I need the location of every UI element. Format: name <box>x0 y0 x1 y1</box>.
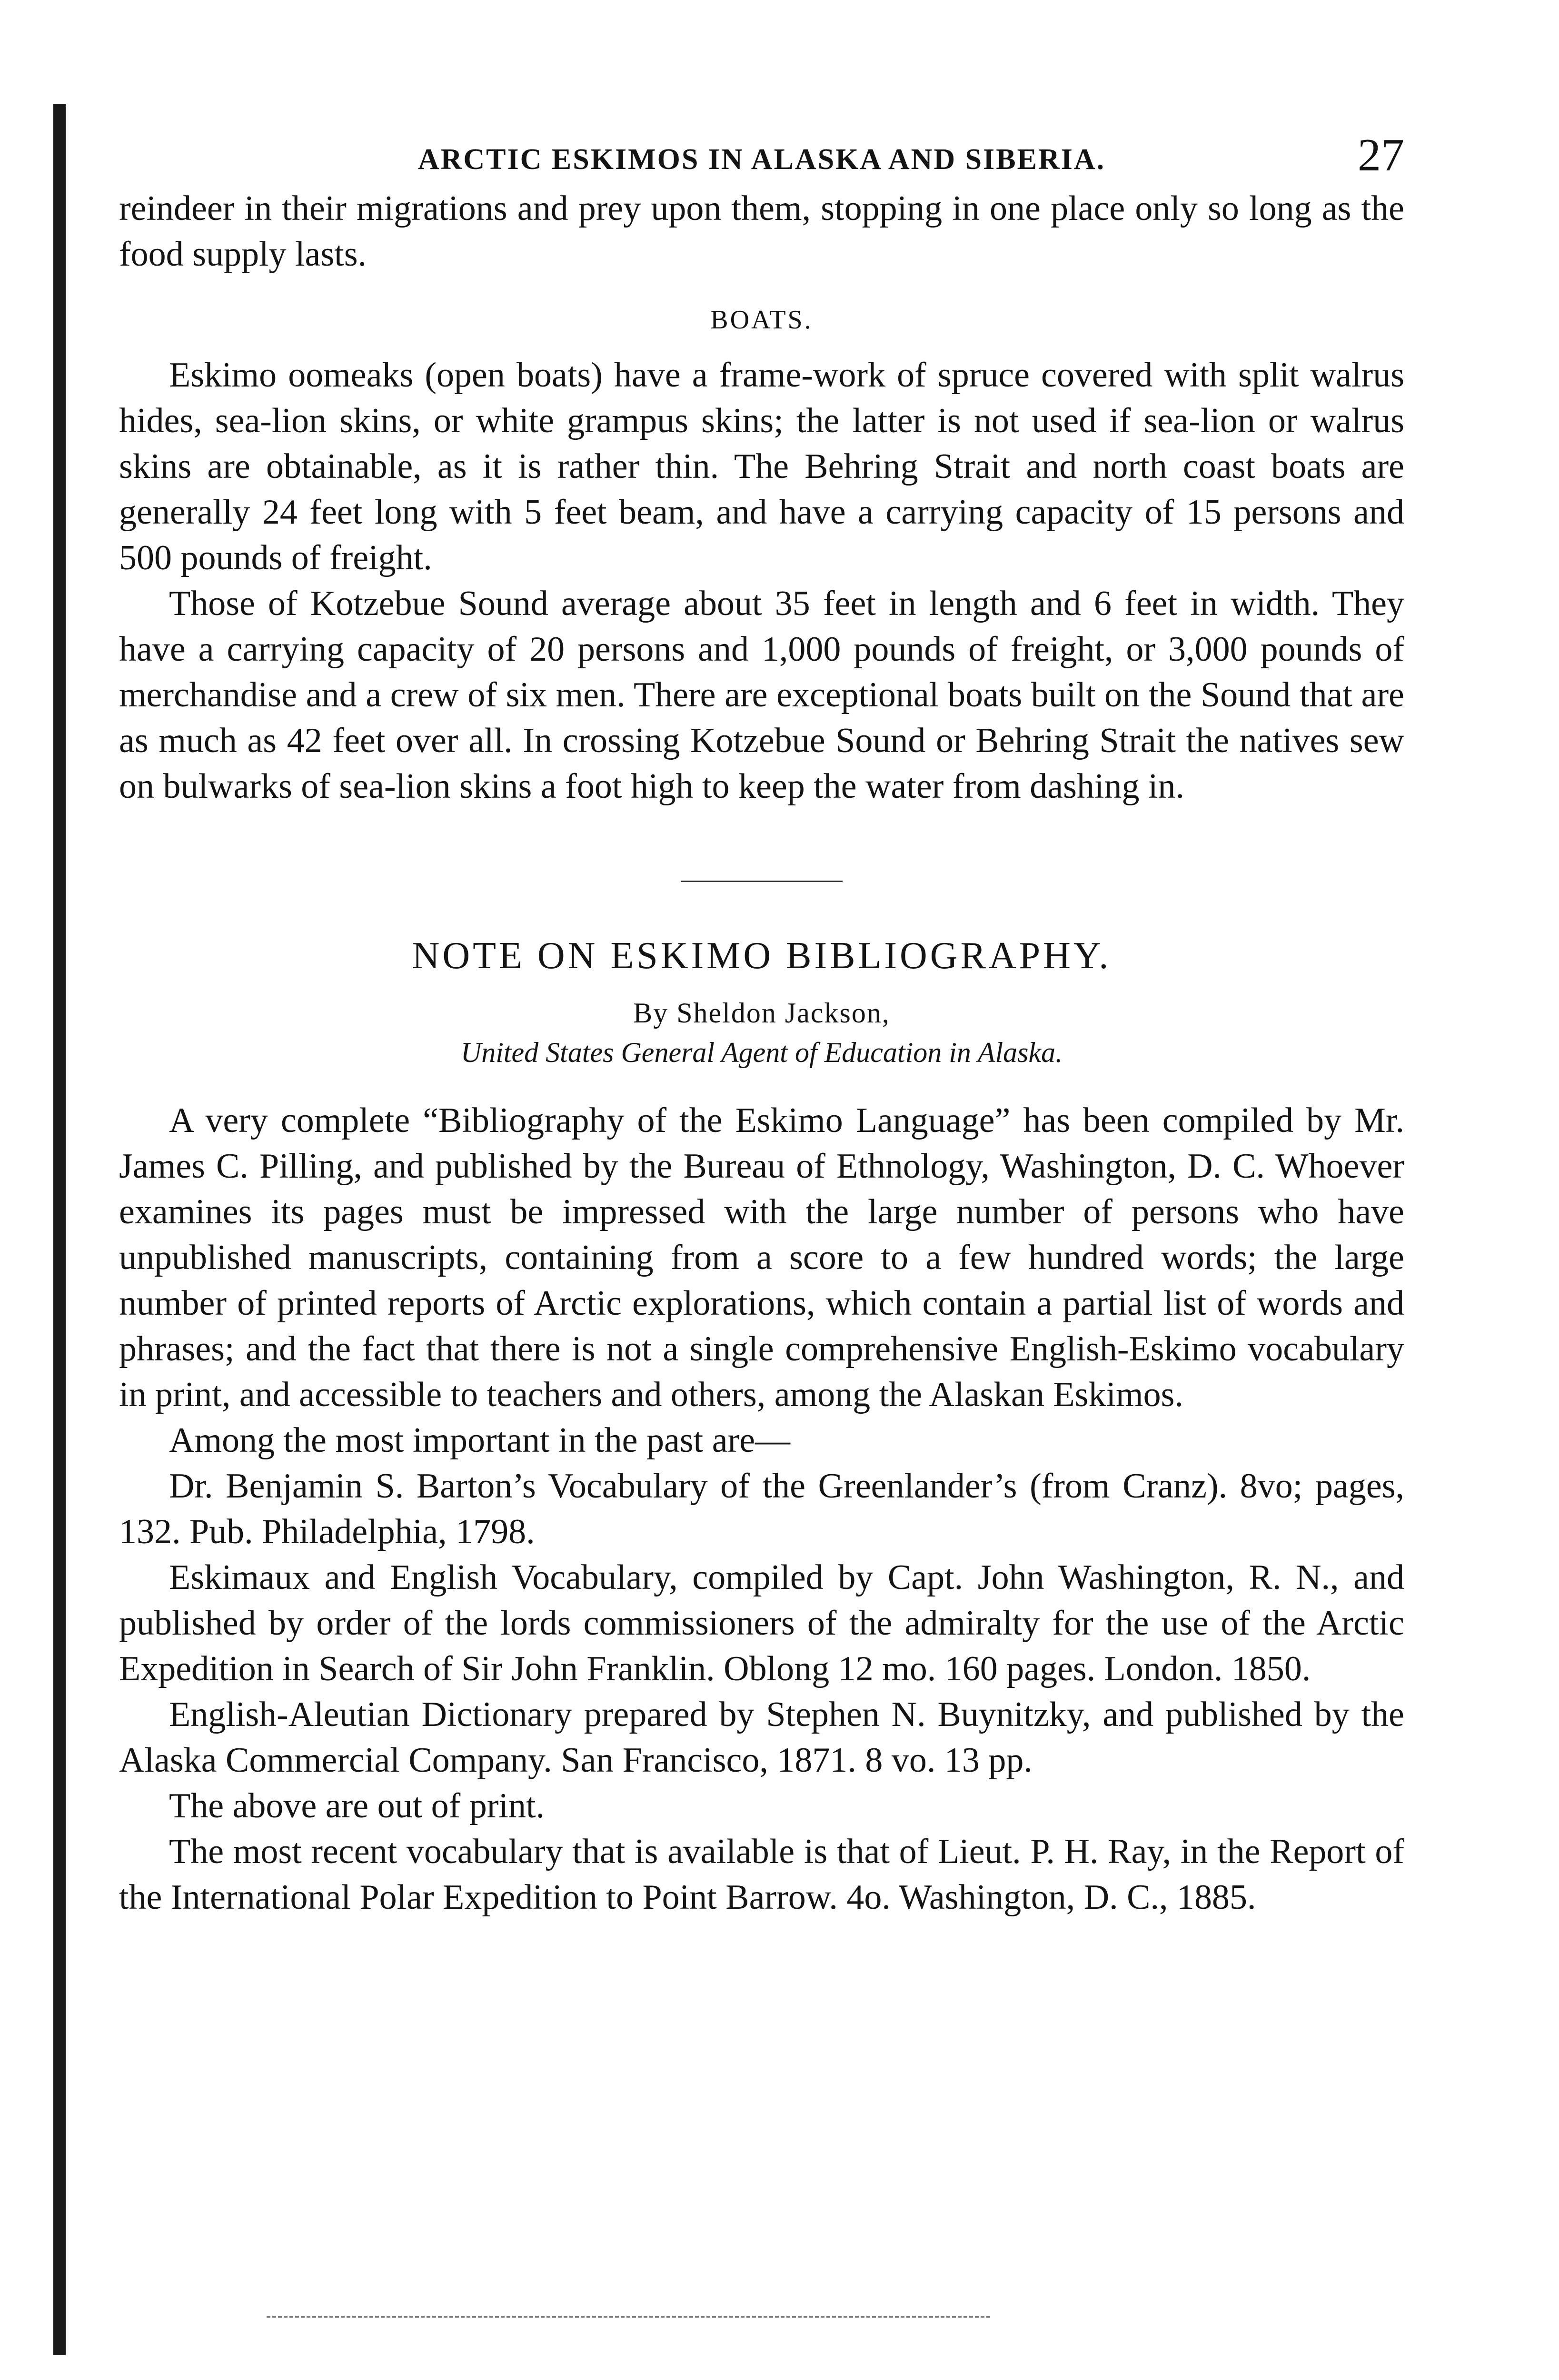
article-byline: By Sheldon Jackson, <box>633 997 890 1029</box>
article-title: NOTE ON ESKIMO BIBLIOGRAPHY. <box>412 935 1112 977</box>
bottom-rule <box>267 2316 990 2318</box>
section-heading-boats: BOATS. <box>710 305 813 335</box>
bibliography-paragraph-1: A very complete “Bibliography of the Eskimo Language” has been compiled by Mr. James C. Pilling, and published by the Bureau of Ethnology, Washington, D. C. Whoever examines its pages must be impressed with the large number of persons who have unpublished manuscripts, containing from a score to a few hundred words; the large number of printed reports of Arctic explorations, which contain a partial list of words and phrases; and the fact that there is not a single comprehensive English-Eskimo vocabulary in print, and accessible to teachers and others, among the Alaskan Eskimos. <box>119 1101 1404 1414</box>
bibliography-entry-ray: The most recent vocabulary that is available is that of Lieut. P. H. Ray, in the Report of the International Polar Expedition to Point Barrow. 4o. Washington, D. C., 1885. <box>119 1832 1404 1917</box>
bibliography-paragraph-out-of-print: The above are out of print. <box>169 1786 545 1825</box>
running-head <box>119 129 1404 186</box>
page <box>119 129 1404 1920</box>
boats-paragraph-1: Eskimo oomeaks (open boats) have a frame-work of spruce covered with split walrus hides, sea-lion skins, or white grampus skins; the latter is not used if sea-lion or walrus skins are obtainable, as it is rather thin. The Behring Strait and north coast boats are generally 24 feet long with 5 feet beam, and have a carrying capacity of 15 persons and 500 pounds of freight. <box>119 356 1404 577</box>
binding-edge <box>53 104 66 2355</box>
bibliography-entry-washington: Eskimaux and English Vocabulary, compiled by Capt. John Washington, R. N., and published by order of the lords commissioners of the admiralty for the use of the Arctic Expedition in Search of Sir John Franklin. Oblong 12 mo. 160 pages. London. 1850. <box>119 1558 1404 1688</box>
continuation-paragraph: reindeer in their migrations and prey upon them, stopping in one place only so long as the food supply lasts. <box>119 189 1404 274</box>
page-number: 27 <box>1358 129 1404 181</box>
bibliography-entry-barton: Dr. Benjamin S. Barton’s Vocabulary of the Greenlander’s (from Cranz). 8vo; pages, 132. Pub. Philadelphia, 1798. <box>119 1467 1404 1551</box>
bibliography-paragraph-2: Among the most important in the past are— <box>169 1421 791 1460</box>
author-affiliation: United States General Agent of Education in Alaska. <box>460 1037 1063 1068</box>
running-title: ARCTIC ESKIMOS IN ALASKA AND SIBERIA. <box>417 143 1106 176</box>
boats-paragraph-2: Those of Kotzebue Sound average about 35 feet in length and 6 feet in width. They have a carrying capacity of 20 persons and 1,000 pounds of freight, or 3,000 pounds of merchandise and a crew of six men. There are exceptional boats built on the Sound that are as much as 42 feet over all. In crossing Kotzebue Sound or Behring Strait the natives sew on bulwarks of sea-lion skins a foot high to keep the water from dashing in. <box>119 584 1404 806</box>
bibliography-entry-buynitzky: English-Aleutian Dictionary prepared by Stephen N. Buynitzky, and published by the Alaska Commercial Company. San Francisco, 1871. 8 vo. 13 pp. <box>119 1695 1404 1780</box>
section-divider <box>681 881 843 882</box>
